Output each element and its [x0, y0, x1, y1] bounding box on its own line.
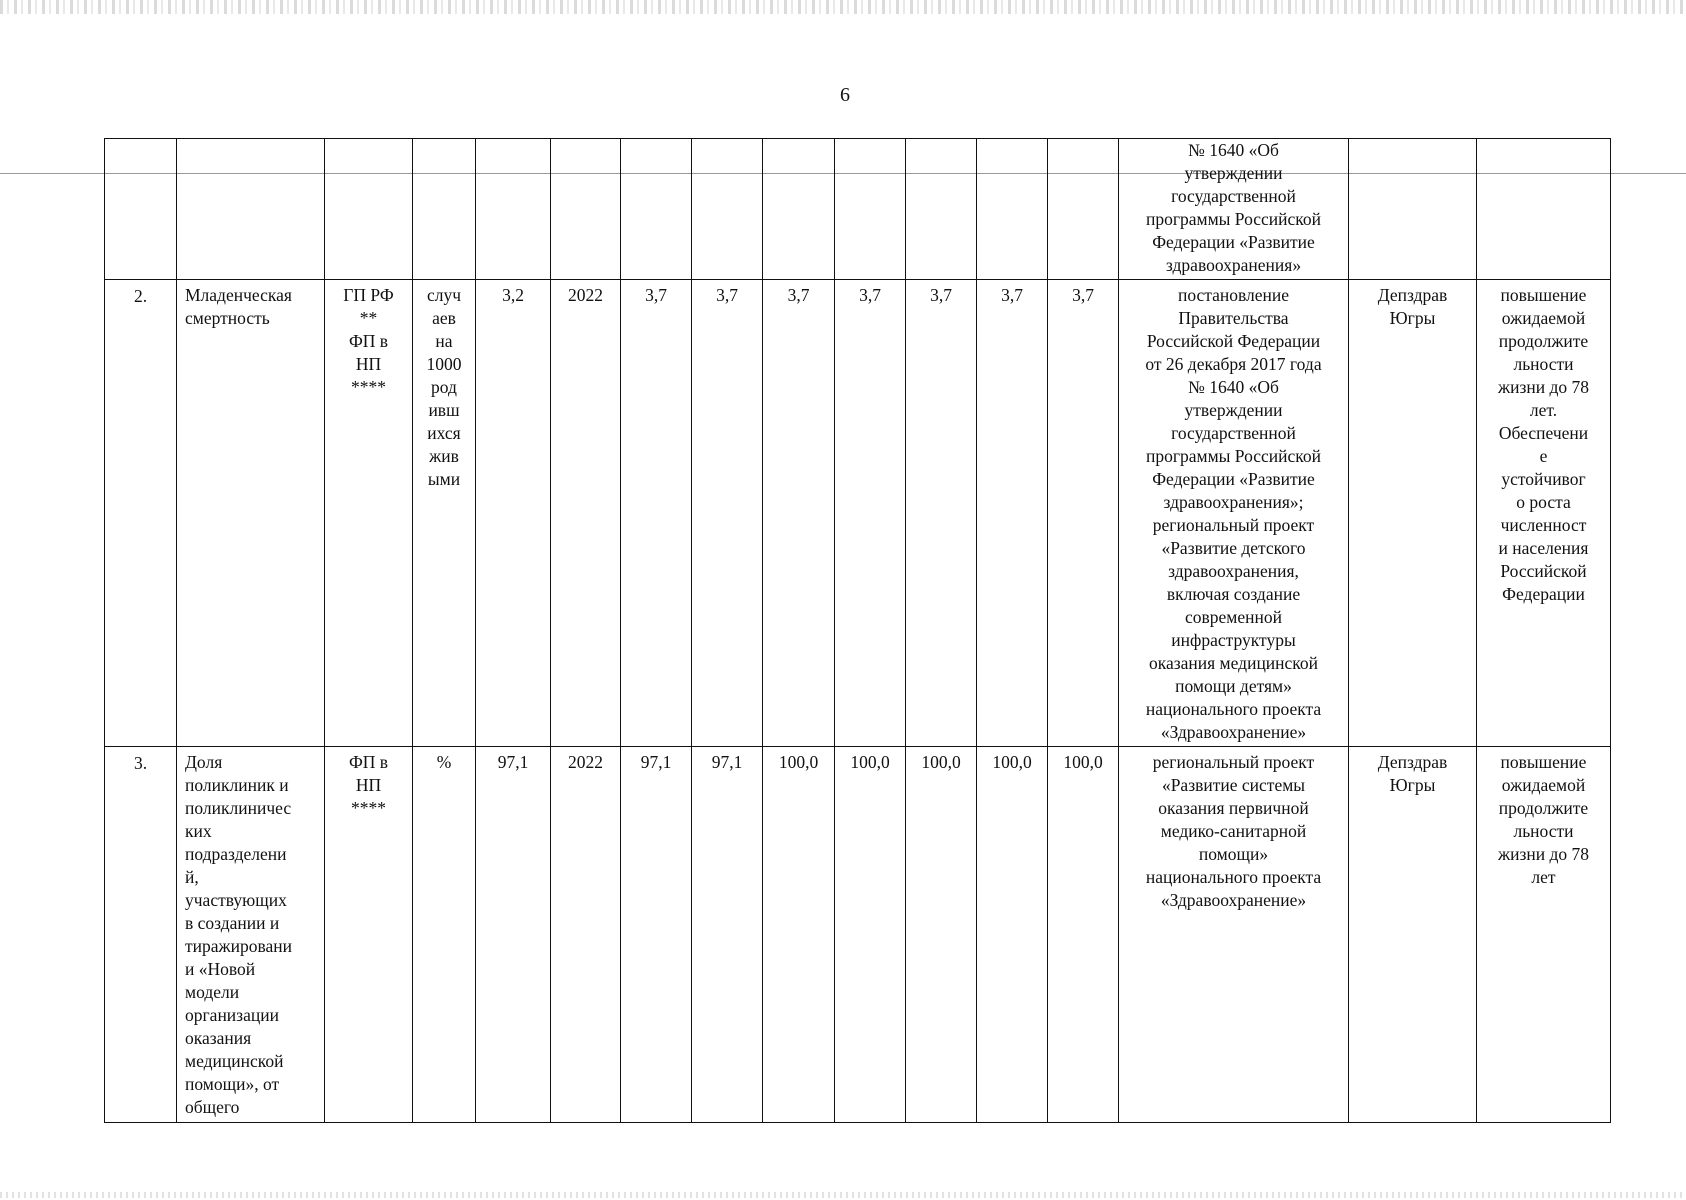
- cell-unit: %: [413, 747, 476, 1123]
- cell-value: 100,0: [763, 747, 835, 1123]
- page-number: 6: [840, 84, 850, 106]
- cell-unit: [413, 139, 476, 280]
- cell-value: 3,7: [763, 280, 835, 747]
- cell-goal-link: [1477, 139, 1611, 280]
- cell-responsible: Депздрав Югры: [1349, 747, 1477, 1123]
- cell-value: 3,7: [1048, 280, 1119, 747]
- scan-noise-bottom: [0, 1192, 1686, 1198]
- cell-no: 2.: [105, 280, 177, 747]
- cell-base-year: [551, 139, 621, 280]
- cell-no: [105, 139, 177, 280]
- cell-value: [692, 139, 763, 280]
- cell-value: 100,0: [1048, 747, 1119, 1123]
- cell-value: 100,0: [977, 747, 1048, 1123]
- cell-value: [763, 139, 835, 280]
- cell-indicator-name: Младенческая смертность: [177, 280, 325, 747]
- cell-value: [835, 139, 906, 280]
- scan-noise-top: [0, 0, 1686, 14]
- cell-value: [621, 139, 692, 280]
- table-row: [105, 747, 1611, 1123]
- indicator-table: [104, 138, 1611, 1123]
- cell-no: 3.: [105, 747, 177, 1123]
- cell-responsible: Депздрав Югры: [1349, 280, 1477, 747]
- cell-value: [977, 139, 1048, 280]
- cell-value: 97,1: [692, 747, 763, 1123]
- cell-value: 3,7: [906, 280, 977, 747]
- cell-program-document: региональный проект «Развитие системы оказания первичной медико-санитарной помощи» национального проекта «Здравоохранение»: [1119, 747, 1349, 1123]
- table-row: [105, 280, 1611, 747]
- cell-responsible: [1349, 139, 1477, 280]
- cell-value: 3,7: [835, 280, 906, 747]
- cell-goal-link: повышение ожидаемой продолжите льности жизни до 78 лет: [1477, 747, 1611, 1123]
- cell-value: 3,7: [621, 280, 692, 747]
- cell-base-year: 2022: [551, 747, 621, 1123]
- cell-value: 97,1: [621, 747, 692, 1123]
- cell-program-document: № 1640 «Об утверждении государственной программы Российской Федерации «Развитие здравоохранения»: [1119, 139, 1349, 280]
- cell-program-document: постановление Правительства Российской Федерации от 26 декабря 2017 года № 1640 «Об утверждении государственной программы Российской Федерации «Развитие здравоохранения»; региональный проект «Развитие детского здравоохранения, включая создание современной инфраструктуры оказания медицинской помощи детям» национального проекта «Здравоохранение»: [1119, 280, 1349, 747]
- cell-base-value: 97,1: [476, 747, 551, 1123]
- cell-value: 3,7: [977, 280, 1048, 747]
- cell-type: ГП РФ ** ФП в НП ****: [325, 280, 413, 747]
- cell-value: [1048, 139, 1119, 280]
- cell-value: 100,0: [835, 747, 906, 1123]
- cell-base-value: 3,2: [476, 280, 551, 747]
- cell-value: [906, 139, 977, 280]
- table-row: [105, 139, 1611, 280]
- cell-goal-link: повышение ожидаемой продолжите льности жизни до 78 лет. Обеспечени е устойчивог о роста численност и населения Российской Федерации: [1477, 280, 1611, 747]
- cell-type: [325, 139, 413, 280]
- cell-base-value: [476, 139, 551, 280]
- cell-value: 3,7: [692, 280, 763, 747]
- cell-base-year: 2022: [551, 280, 621, 747]
- cell-indicator-name: Доля поликлиник и поликлиничес ких подразделени й, участвующих в создании и тиражировани и «Новой модели организации оказания медицинской помощи», от общего: [177, 747, 325, 1123]
- cell-type: ФП в НП ****: [325, 747, 413, 1123]
- cell-indicator-name: [177, 139, 325, 280]
- cell-unit: случ аев на 1000 род ивш ихся жив ыми: [413, 280, 476, 747]
- cell-value: 100,0: [906, 747, 977, 1123]
